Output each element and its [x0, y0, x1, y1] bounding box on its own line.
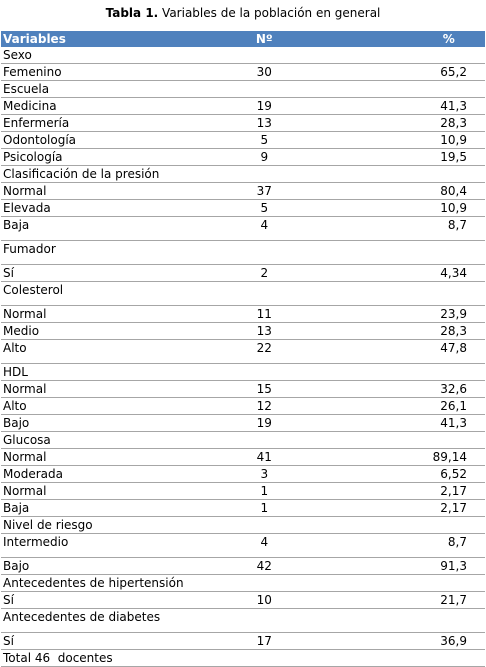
row-count: 2: [260, 266, 269, 280]
row-percent: [313, 241, 485, 265]
table-row: [1, 415, 485, 432]
row-percent: 36,9: [440, 634, 467, 648]
table-row: [1, 381, 485, 398]
table-row: [1, 534, 485, 558]
table-row: [1, 306, 485, 323]
row-percent: 65,2: [440, 65, 467, 79]
row-percent: 10,9: [440, 133, 467, 147]
row-percent: [313, 517, 485, 534]
row-label: Antecedentes de hipertensión: [3, 576, 184, 590]
row-count: 4: [260, 218, 269, 232]
table-row: [1, 323, 485, 340]
row-label: HDL: [3, 365, 28, 379]
table-row: [1, 340, 485, 364]
row-count: [216, 241, 313, 265]
row-label: Bajo: [3, 559, 30, 573]
row-label: Alto: [3, 341, 27, 355]
row-count: [216, 81, 313, 98]
total-text: Total 46 docentes: [3, 651, 113, 665]
population-table: [1, 31, 485, 667]
table-row: [1, 483, 485, 500]
row-percent: [313, 166, 485, 183]
row-label: Escuela: [3, 82, 50, 96]
group-header-row: [1, 432, 485, 449]
row-label: Alto: [3, 399, 27, 413]
row-label: Normal: [3, 307, 47, 321]
row-count: 1: [260, 484, 269, 498]
table-row: [1, 183, 485, 200]
table-row: [1, 200, 485, 217]
header-percent: %: [313, 31, 485, 47]
row-percent: [313, 81, 485, 98]
row-percent: 26,1: [440, 399, 467, 413]
table-row: [1, 115, 485, 132]
row-percent: 91,3: [440, 559, 467, 573]
row-percent: [313, 609, 485, 633]
row-percent: 19,5: [440, 150, 467, 164]
row-label: Bajo: [3, 416, 30, 430]
caption-label: Tabla 1.: [105, 6, 159, 20]
row-percent: 80,4: [440, 184, 467, 198]
row-count: [216, 609, 313, 633]
row-count: 1: [260, 501, 269, 515]
row-label: Sexo: [3, 48, 32, 62]
row-percent: 8,7: [447, 218, 467, 232]
row-count: 12: [256, 399, 272, 413]
total-row: [1, 650, 485, 667]
row-label: Fumador: [3, 242, 56, 256]
group-header-row: [1, 517, 485, 534]
table-caption: [0, 5, 486, 21]
row-percent: [313, 575, 485, 592]
group-header-row: [1, 364, 485, 381]
row-count: 10: [256, 593, 272, 607]
row-label: Colesterol: [3, 283, 64, 297]
row-label: Baja: [3, 501, 30, 515]
row-label: Clasificación de la presión: [3, 167, 160, 181]
row-count: 41: [256, 450, 272, 464]
row-percent: 21,7: [440, 593, 467, 607]
row-count: 19: [256, 99, 272, 113]
group-header-row: [1, 241, 485, 265]
row-count: 22: [256, 341, 272, 355]
row-percent: [313, 364, 485, 381]
row-count: 19: [256, 416, 272, 430]
row-percent: 41,3: [440, 416, 467, 430]
row-percent: 28,3: [440, 324, 467, 338]
table-row: [1, 98, 485, 115]
row-count: 15: [256, 382, 272, 396]
table-header-row: [1, 31, 485, 47]
row-label: Normal: [3, 382, 47, 396]
row-label: Medio: [3, 324, 40, 338]
table-row: [1, 398, 485, 415]
row-label: Normal: [3, 484, 47, 498]
row-count: 13: [256, 116, 272, 130]
row-count: 3: [260, 467, 269, 481]
row-label: Elevada: [3, 201, 51, 215]
row-count: 17: [256, 634, 272, 648]
row-label: Moderada: [3, 467, 63, 481]
group-header-row: [1, 609, 485, 633]
row-label: Sí: [3, 593, 14, 607]
row-percent: 89,14: [432, 450, 467, 464]
row-percent: 47,8: [440, 341, 467, 355]
row-percent: 32,6: [440, 382, 467, 396]
table-row: [1, 149, 485, 166]
row-label: Nivel de riesgo: [3, 518, 93, 532]
row-label: Baja: [3, 218, 30, 232]
row-label: Enfermería: [3, 116, 70, 130]
row-count: [216, 575, 313, 592]
row-count: [216, 166, 313, 183]
caption-text: Variables de la población en general: [158, 6, 381, 20]
group-header-row: [1, 81, 485, 98]
group-header-row: [1, 575, 485, 592]
row-count: 37: [256, 184, 272, 198]
table-row: [1, 217, 485, 241]
table-row: [1, 500, 485, 517]
row-percent: 41,3: [440, 99, 467, 113]
row-count: 42: [256, 559, 272, 573]
table-row: [1, 466, 485, 483]
row-label: Normal: [3, 450, 47, 464]
row-label: Sí: [3, 634, 14, 648]
group-header-row: [1, 166, 485, 183]
table-row: [1, 64, 485, 81]
table-row: [1, 132, 485, 149]
row-count: [216, 282, 313, 306]
table-body: [1, 47, 485, 667]
row-label: Glucosa: [3, 433, 51, 447]
table-row: [1, 558, 485, 575]
row-percent: 2,17: [440, 484, 467, 498]
row-count: [216, 432, 313, 449]
row-label: Normal: [3, 184, 47, 198]
header-variables: Variables: [1, 31, 216, 47]
row-label: Sí: [3, 266, 14, 280]
row-count: 9: [260, 150, 269, 164]
row-count: 11: [256, 307, 272, 321]
row-percent: [313, 47, 485, 64]
table-row: [1, 633, 485, 650]
row-label: Antecedentes de diabetes: [3, 610, 161, 624]
row-label: Medicina: [3, 99, 57, 113]
row-percent: 6,52: [440, 467, 467, 481]
row-percent: [313, 282, 485, 306]
row-label: Intermedio: [3, 535, 69, 549]
row-percent: 2,17: [440, 501, 467, 515]
header-count: Nº: [216, 31, 313, 47]
row-percent: 10,9: [440, 201, 467, 215]
table-row: [1, 592, 485, 609]
row-percent: 28,3: [440, 116, 467, 130]
row-percent: 4,34: [440, 266, 467, 280]
row-percent: 8,7: [447, 535, 467, 549]
group-header-row: [1, 282, 485, 306]
group-header-row: [1, 47, 485, 64]
row-percent: 23,9: [440, 307, 467, 321]
table-row: [1, 449, 485, 466]
row-count: 4: [260, 535, 269, 549]
row-count: 5: [260, 201, 269, 215]
row-count: [216, 517, 313, 534]
row-label: Psicología: [3, 150, 63, 164]
row-count: [216, 364, 313, 381]
row-count: [216, 47, 313, 64]
row-count: 13: [256, 324, 272, 338]
row-label: Femenino: [3, 65, 62, 79]
row-percent: [313, 432, 485, 449]
table-row: [1, 265, 485, 282]
row-count: 5: [260, 133, 269, 147]
row-label: Odontología: [3, 133, 77, 147]
row-count: 30: [256, 65, 272, 79]
